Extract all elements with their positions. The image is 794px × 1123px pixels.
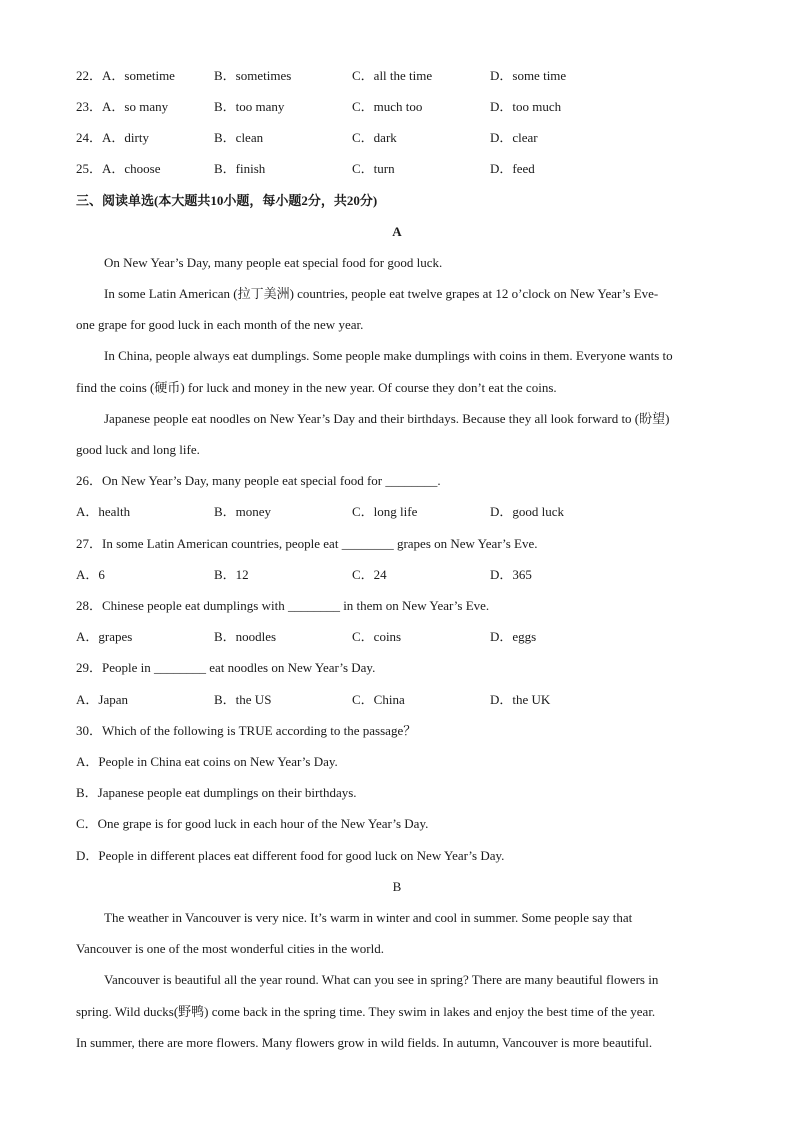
option-a: 22．A．sometime xyxy=(76,68,175,83)
option-b: B．finish xyxy=(214,161,266,176)
option-d: D．too much xyxy=(490,99,562,114)
passage-a-paragraph-4-line-2: good luck and long life. xyxy=(76,442,200,457)
passage-b-paragraph-1-line-2: Vancouver is one of the most wonderful cities in the world. xyxy=(76,941,384,956)
option-d: D．365 xyxy=(490,567,532,582)
question-26-stem: 26．On New Year’s Day, many people eat special food for ________. xyxy=(76,473,441,488)
option-b: B．clean xyxy=(214,130,264,145)
passage-a-paragraph-2-line-2: one grape for good luck in each month of the new year. xyxy=(76,317,364,332)
passage-b-paragraph-2-line-2: spring. Wild ducks(野鸭) come back in the spring time. They swim in lakes and enjoy the best time of the year. xyxy=(76,1004,656,1019)
passage-a-paragraph-3-line-1: In China, people always eat dumplings. Some people make dumplings with coins in them. Everyone wants to xyxy=(104,348,673,363)
option-c: C．dark xyxy=(352,130,397,145)
option-b: B．the US xyxy=(214,692,272,707)
option-b: B．12 xyxy=(214,567,249,582)
option-d: D．some time xyxy=(490,68,567,83)
option-a: A．grapes xyxy=(76,629,133,644)
option-c: C．long life xyxy=(352,504,418,519)
passage-a-paragraph-2-line-1: In some Latin American (拉丁美洲) countries, people eat twelve grapes at 12 o’clock on New Year’s Eve- xyxy=(104,286,659,301)
passage-b-paragraph-1-line-1: The weather in Vancouver is very nice. It’s warm in winter and cool in summer. Some people say that xyxy=(104,910,633,925)
passage-b-paragraph-2-line-1: Vancouver is beautiful all the year round. What can you see in spring? There are many beautiful flowers in xyxy=(104,972,659,987)
option-b: B．too many xyxy=(214,99,285,114)
passage-b-label: B xyxy=(392,879,402,894)
question-30-option-a: A．People in China eat coins on New Year’s Day. xyxy=(76,754,338,769)
option-a: 25．A．choose xyxy=(76,161,161,176)
option-d: D．clear xyxy=(490,130,538,145)
option-c: C．all the time xyxy=(352,68,433,83)
option-d: D．feed xyxy=(490,161,535,176)
section-title: 三、阅读单选(本大题共10小题，每小题2分，共20分) xyxy=(76,193,378,208)
option-b: B．sometimes xyxy=(214,68,292,83)
option-c: C．turn xyxy=(352,161,395,176)
option-c: C．coins xyxy=(352,629,402,644)
question-28-stem: 28．Chinese people eat dumplings with ________ in them on New Year’s Eve. xyxy=(76,598,490,613)
question-30-stem: 30．Which of the following is TRUE according to the passage？ xyxy=(76,723,417,738)
passage-a-paragraph-3-line-2: find the coins (硬币) for luck and money in the new year. Of course they don’t eat the coins. xyxy=(76,380,557,395)
option-c: C．China xyxy=(352,692,405,707)
option-d: D．the UK xyxy=(490,692,551,707)
question-30-option-b: B．Japanese people eat dumplings on their birthdays. xyxy=(76,785,357,800)
option-b: B．money xyxy=(214,504,272,519)
option-a: A．6 xyxy=(76,567,105,582)
option-a: A．Japan xyxy=(76,692,128,707)
option-b: B．noodles xyxy=(214,629,277,644)
option-c: C．24 xyxy=(352,567,387,582)
question-30-option-c: C．One grape is for good luck in each hour of the New Year’s Day. xyxy=(76,816,429,831)
question-27-stem: 27．In some Latin American countries, people eat ________ grapes on New Year’s Eve. xyxy=(76,536,538,551)
option-a: 24．A．dirty xyxy=(76,130,149,145)
question-30-option-d: D．People in different places eat different food for good luck on New Year’s Day. xyxy=(76,848,505,863)
passage-a-paragraph-4-line-1: Japanese people eat noodles on New Year’s Day and their birthdays. Because they all look forward to (盼望) xyxy=(104,411,670,426)
option-a: 23．A．so many xyxy=(76,99,169,114)
option-a: A．health xyxy=(76,504,131,519)
passage-a-paragraph-1: On New Year’s Day, many people eat special food for good luck. xyxy=(104,255,443,270)
question-29-stem: 29．People in ________ eat noodles on New Year’s Day. xyxy=(76,660,376,675)
passage-a-label: A xyxy=(392,224,402,239)
passage-b-paragraph-2-line-3: In summer, there are more flowers. Many flowers grow in wild fields. In autumn, Vancouver is more beautiful. xyxy=(76,1035,653,1050)
option-c: C．much too xyxy=(352,99,423,114)
option-d: D．eggs xyxy=(490,629,537,644)
option-d: D．good luck xyxy=(490,504,565,519)
